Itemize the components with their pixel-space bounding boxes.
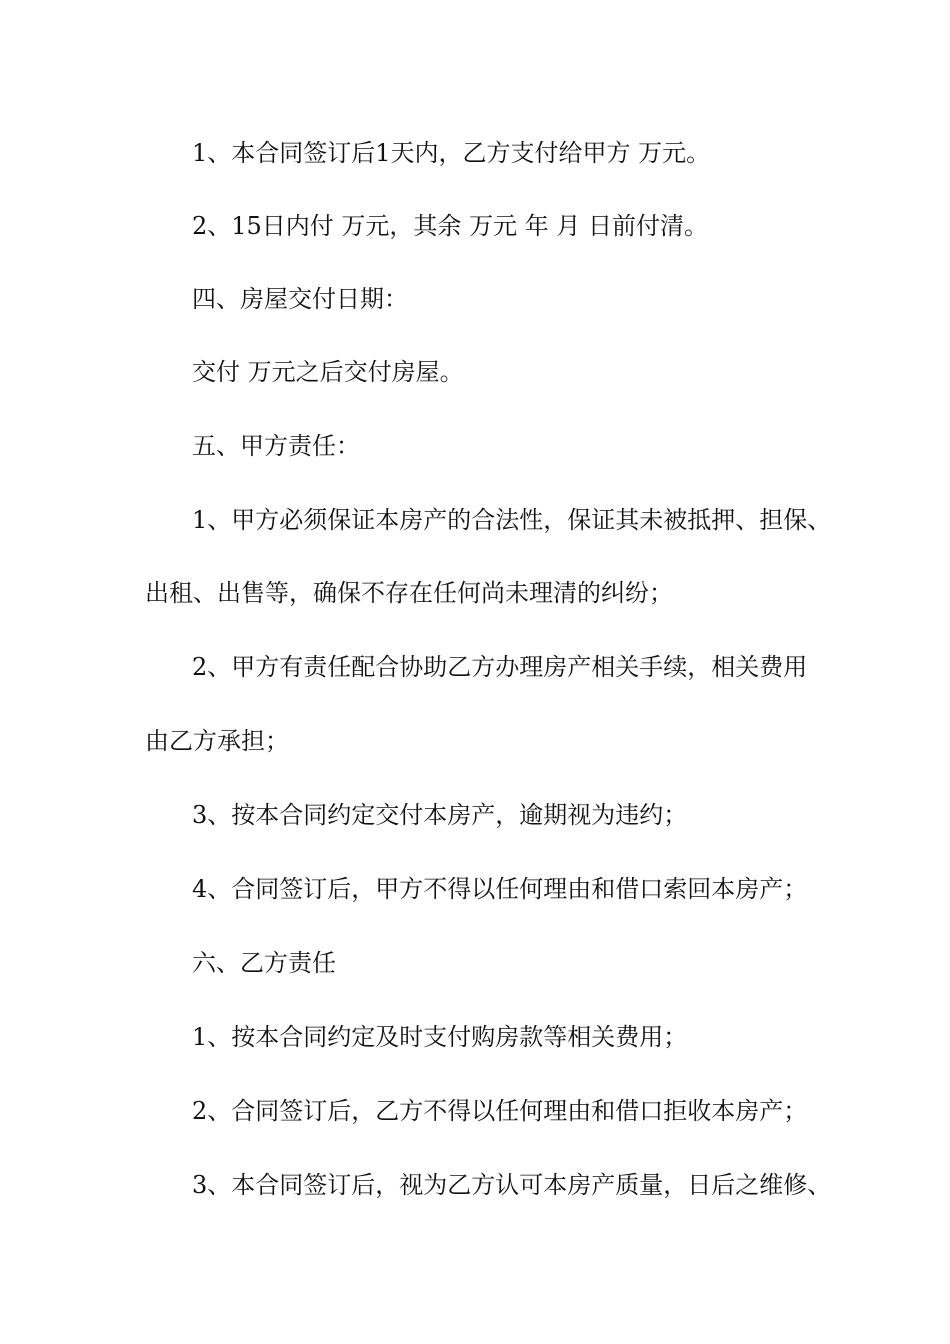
delivery-clause: 交付 万元之后交付房屋。 [192,358,464,386]
party-a-clause-1-line-2: 出租、出售等，确保不存在任何尚未理清的纠纷； [145,579,673,607]
party-a-clause-4: 4、合同签订后，甲方不得以任何理由和借口索回本房产； [192,875,808,903]
party-b-clause-1: 1、按本合同约定及时支付购房款等相关费用； [192,1023,688,1051]
party-b-clause-2: 2、合同签订后，乙方不得以任何理由和借口拒收本房产； [192,1097,808,1125]
section-heading-party-a: 五、甲方责任： [192,432,360,460]
party-a-clause-1-line-1: 1、甲方必须保证本房产的合法性，保证其未被抵押、担保、 [192,506,832,534]
payment-clause-2: 2、15日内付 万元，其余 万元 年 月 日前付清。 [192,212,708,240]
payment-clause-1: 1、本合同签订后1天内，乙方支付给甲方 万元。 [192,139,711,167]
section-heading-delivery-date: 四、房屋交付日期： [192,285,408,313]
party-a-clause-2-line-2: 由乙方承担； [145,727,289,755]
section-heading-party-b: 六、乙方责任 [192,949,336,977]
party-b-clause-3: 3、本合同签订后，视为乙方认可本房产质量，日后之维修、 [192,1171,832,1199]
party-a-clause-3: 3、按本合同约定交付本房产，逾期视为违约； [192,801,688,829]
party-a-clause-2-line-1: 2、甲方有责任配合协助乙方办理房产相关手续，相关费用 [192,653,808,681]
